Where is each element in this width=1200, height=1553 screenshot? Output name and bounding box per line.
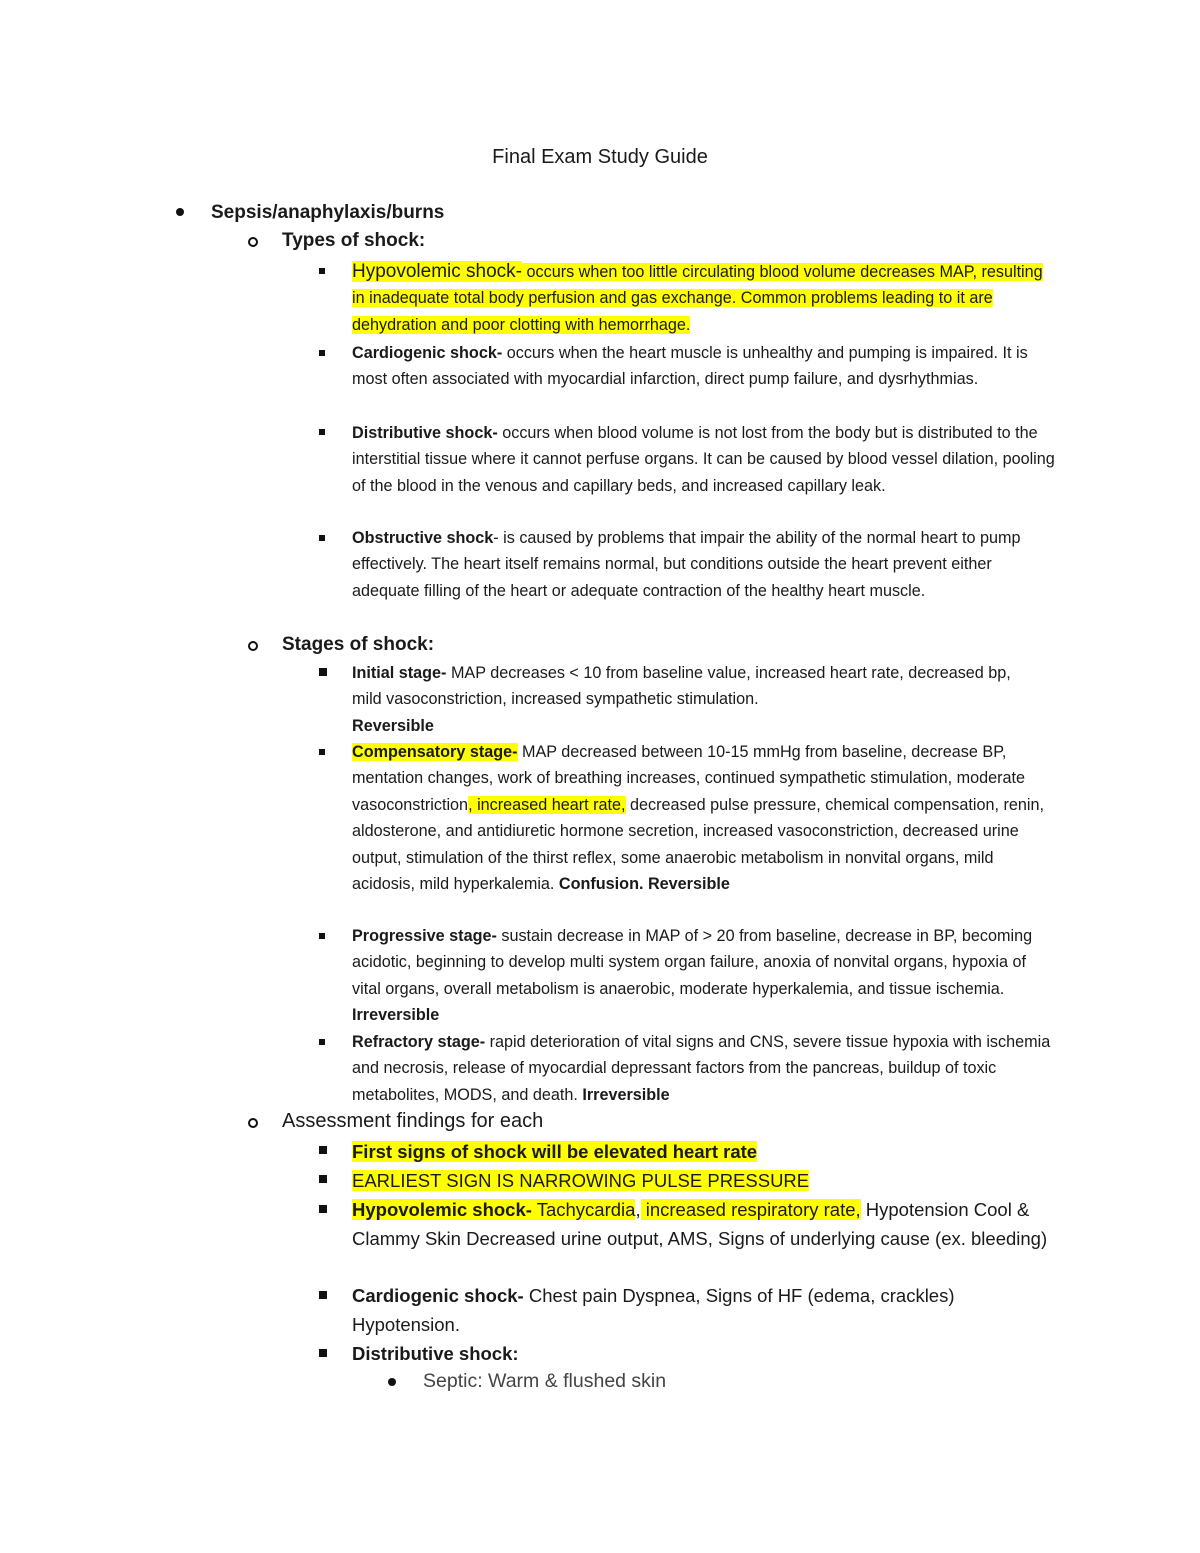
stage-term: Compensatory stage- xyxy=(352,743,518,761)
assess-term: Cardiogenic shock- xyxy=(352,1285,524,1306)
stage-status: Reversible xyxy=(643,875,730,894)
square-bullet-icon xyxy=(319,749,325,755)
type-term: Hypovolemic shock- xyxy=(352,261,522,282)
type-desc: occurs when too little circulating blood volume decreases MAP, resulting in inadequate total body perfusion and gas exchange. Common problems leading to it are dehydration and poor clotting with hemorrhage. xyxy=(352,263,1043,334)
type-term: Obstructive shock xyxy=(352,529,494,547)
assessment-distributive xyxy=(352,1339,519,1368)
first-signs-text: First signs of shock will be elevated heart rate xyxy=(352,1141,758,1162)
assessment-septic: Septic: Warm & flushed skin xyxy=(423,1370,667,1392)
bullet-disc-icon xyxy=(176,208,184,216)
square-bullet-icon xyxy=(319,268,325,274)
type-item-obstructive xyxy=(352,525,1052,604)
type-term: Cardiogenic shock- xyxy=(352,344,503,362)
type-item-distributive xyxy=(352,420,1057,499)
stage-desc: sustain decrease in MAP of > 20 from baseline, decrease in BP, becoming acidotic, beginning to develop multi system organ failure, anoxia of nonvital organs, hypoxia of vital organs, overall metabolism is anaerobic, moderate hyperkalemia, and tissue ischemia. xyxy=(352,927,1033,998)
square-bullet-icon xyxy=(319,1349,327,1357)
circle-bullet-icon xyxy=(248,641,258,651)
stage-refractory xyxy=(352,1029,1062,1108)
earliest-sign-text: EARLIEST SIGN IS NARROWING PULSE PRESSURE xyxy=(352,1170,810,1191)
stage-desc: decreased pulse pressure, chemical compensation, renin, aldosterone, and antidiuretic hormone secretion, increased vasoconstriction, decreased urine output, stimulation of the thirst reflex, some anaerobic metabolism in nonvital organs, mild acidosis, mild hyperkalemia. xyxy=(352,795,1044,894)
assess-desc: Chest pain Dyspnea, Signs of HF (edema, crackles) Hypotension. xyxy=(352,1285,955,1335)
square-bullet-icon xyxy=(319,1039,325,1045)
type-term: Distributive shock- xyxy=(352,424,498,442)
square-bullet-icon xyxy=(319,535,325,541)
assess-tachy: Tachycardia xyxy=(531,1199,636,1220)
type-desc: occurs when the heart muscle is unhealthy and pumping is impaired. It is most often associated with myocardial infarction, direct pump failure, and dysrhythmias. xyxy=(352,344,1028,389)
stage-term: Progressive stage- xyxy=(352,927,497,945)
stage-note: Confusion. xyxy=(554,875,644,894)
square-bullet-icon xyxy=(319,429,325,435)
stage-compensatory xyxy=(352,739,1052,897)
square-bullet-icon xyxy=(319,1291,327,1299)
square-bullet-icon xyxy=(319,350,325,356)
type-item-cardiogenic xyxy=(352,340,1052,393)
stage-status: Irreversible xyxy=(577,1085,670,1104)
assessment-heading: Assessment findings for each xyxy=(282,1110,544,1132)
square-bullet-icon xyxy=(319,1205,327,1213)
stage-desc: MAP decreased between 10-15 mmHg from baseline, decrease BP, mentation changes, work of breathing increases, continued sympathetic stimulation, moderate vasoconstriction xyxy=(352,743,1026,814)
page-title: Final Exam Study Guide xyxy=(492,146,708,168)
circle-bullet-icon xyxy=(248,1118,258,1128)
assess-term: Distributive shock: xyxy=(352,1343,519,1364)
assess-resp: increased respiratory rate, xyxy=(640,1199,861,1220)
stage-term: Refractory stage- xyxy=(352,1033,486,1051)
types-heading: Types of shock: xyxy=(282,230,426,251)
square-bullet-icon xyxy=(319,1175,327,1183)
type-desc: - is caused by problems that impair the ability of the normal heart to pump effectively. The heart itself remains normal, but conditions outside the heart prevent either adequate filling of the heart or adequate contraction of the healthy heart muscle. xyxy=(352,529,1021,600)
assessment-earliest xyxy=(352,1166,809,1195)
stage-status: Reversible xyxy=(352,716,434,735)
assess-rest: Hypotension Cool & Clammy Skin Decreased urine output, AMS, Signs of underlying cause (ex. bleeding) xyxy=(352,1199,1048,1249)
type-desc: occurs when blood volume is not lost from the body but is distributed to the interstitial tissue where it cannot perfuse organs. It can be caused by blood vessel dilation, pooling of the blood in the venous and capillary beds, and increased capillary leak. xyxy=(352,424,1055,495)
square-bullet-icon xyxy=(319,668,327,676)
stages-heading: Stages of shock: xyxy=(282,634,435,655)
stage-desc: MAP decreases < 10 from baseline value, increased heart rate, decreased bp, mild vasoconstriction, increased sympathetic stimulation. xyxy=(352,664,1011,709)
section-heading: Sepsis/anaphylaxis/burns xyxy=(211,202,445,223)
assessment-hypovolemic xyxy=(352,1195,1057,1253)
stage-initial xyxy=(352,660,1042,739)
stage-desc-highlight: , increased heart rate, xyxy=(468,795,626,814)
assess-comma: , xyxy=(635,1199,641,1220)
stage-progressive xyxy=(352,923,1052,1029)
bullet-disc-icon xyxy=(388,1378,396,1386)
assessment-cardiogenic xyxy=(352,1281,1042,1339)
stage-term: Initial stage- xyxy=(352,664,447,682)
square-bullet-icon xyxy=(319,1146,327,1154)
stage-desc: rapid deterioration of vital signs and CNS, severe tissue hypoxia with ischemia and necrosis, release of myocardial depressant factors from the pancreas, buildup of toxic metabolites, MODS, and death. xyxy=(352,1033,1051,1104)
type-item-hypovolemic xyxy=(352,259,1057,338)
stage-status: Irreversible xyxy=(352,1006,440,1025)
square-bullet-icon xyxy=(319,933,325,939)
assessment-first-signs xyxy=(352,1137,757,1166)
circle-bullet-icon xyxy=(248,237,258,247)
assess-term: Hypovolemic shock- xyxy=(352,1199,532,1220)
